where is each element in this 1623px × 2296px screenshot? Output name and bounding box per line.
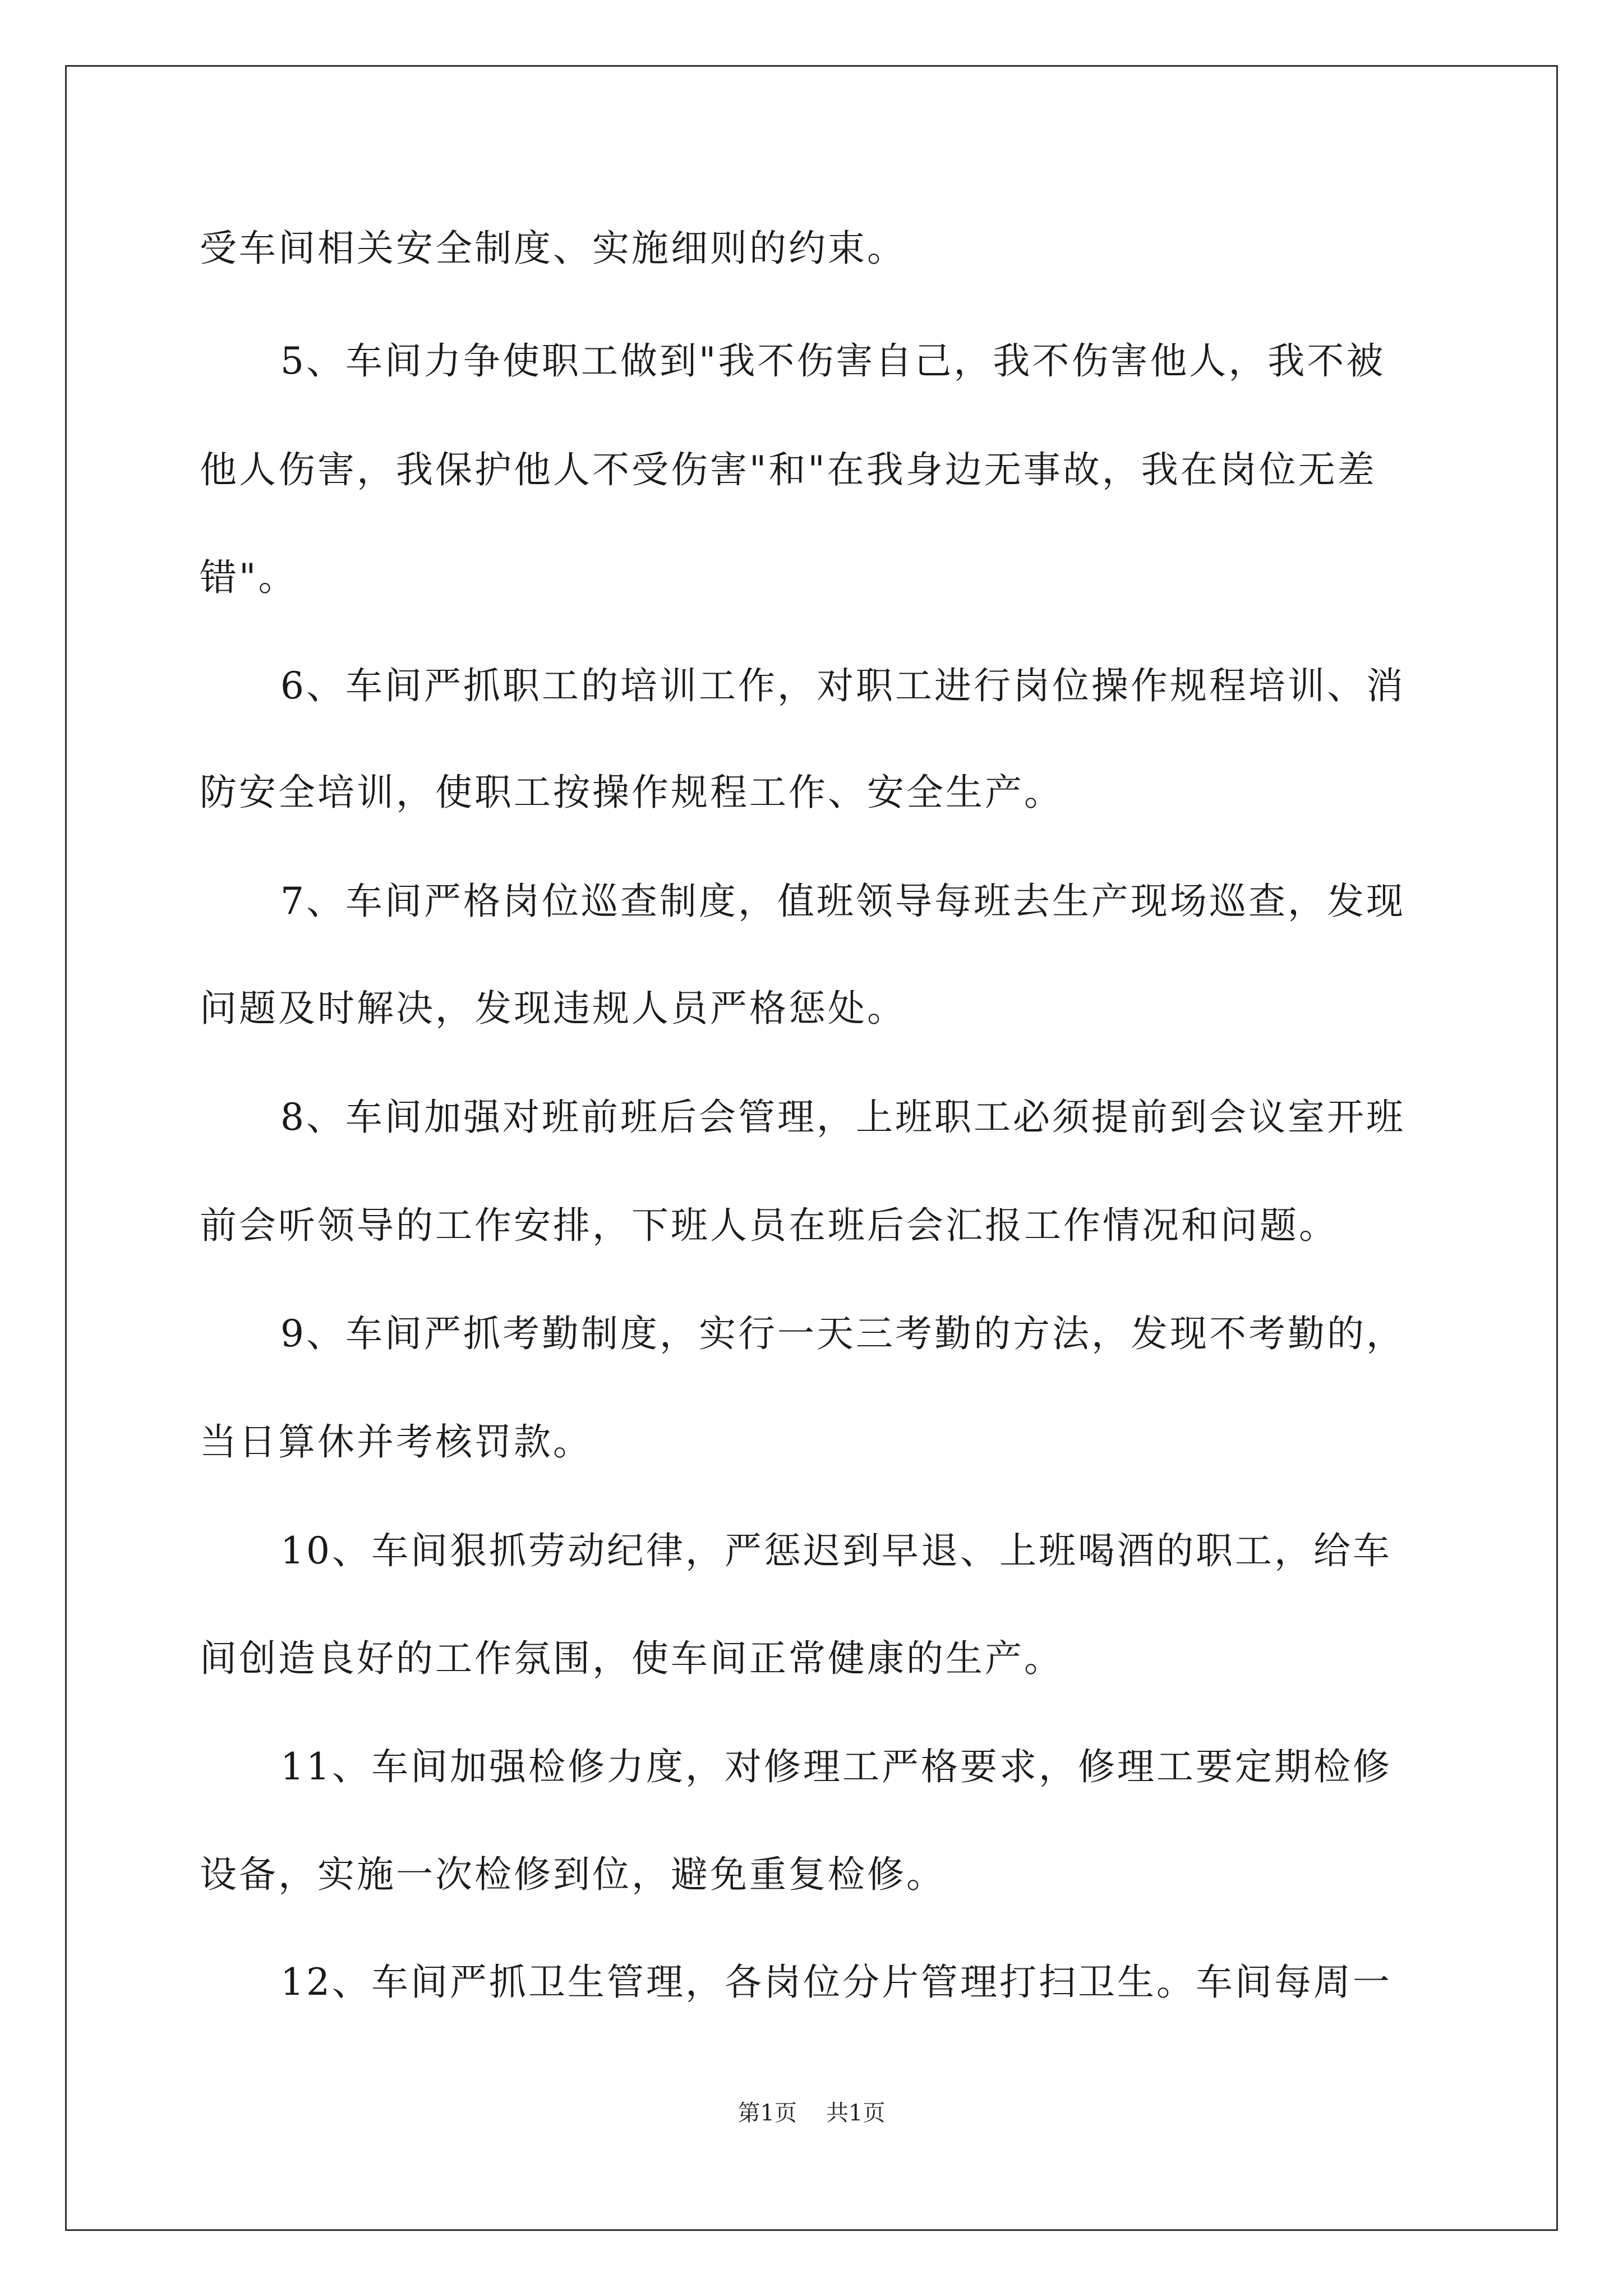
page-border (65, 65, 1558, 2231)
text-line: 当日算休并考核罚款。 (200, 1420, 592, 1464)
text-line: 11、车间加强检修力度，对修理工严格要求，修理工要定期检修 (280, 1745, 1392, 1788)
text-line: 设备，实施一次检修到位，避免重复检修。 (200, 1853, 946, 1896)
text-line: 8、车间加强对班前班后会管理，上班职工必须提前到会议室开班 (280, 1096, 1405, 1139)
text-line: 间创造良好的工作氛围，使车间正常健康的生产。 (200, 1637, 1063, 1680)
text-line: 他人伤害，我保护他人不受伤害"和"在我身边无事故，我在岗位无差 (200, 448, 1377, 491)
text-line: 受车间相关安全制度、实施细则的约束。 (200, 227, 906, 270)
page-count: 共1页 (826, 2100, 886, 2126)
text-line: 10、车间狠抓劳动纪律，严惩迟到早退、上班喝酒的职工，给车 (280, 1529, 1392, 1572)
page-number: 第1页 (737, 2100, 797, 2126)
text-line: 5、车间力争使职工做到"我不伤害自己，我不伤害他人，我不被 (280, 339, 1386, 383)
text-line: 问题及时解决，发现违规人员严格惩处。 (200, 987, 906, 1030)
text-line: 防安全培训，使职工按操作规程工作、安全生产。 (200, 771, 1063, 814)
page-footer (0, 2099, 1623, 2127)
text-line: 6、车间严抓职工的培训工作，对职工进行岗位操作规程培训、消 (280, 664, 1405, 707)
text-line: 12、车间严抓卫生管理，各岗位分片管理打扫卫生。车间每周一 (280, 1961, 1392, 2004)
text-line: 错"。 (200, 556, 298, 599)
text-line: 9、车间严抓考勤制度，实行一天三考勤的方法，发现不考勤的， (280, 1312, 1405, 1355)
text-line: 7、车间严格岗位巡查制度，值班领导每班去生产现场巡查，发现 (280, 880, 1405, 923)
text-line: 前会听领导的工作安排，下班人员在班后会汇报工作情况和问题。 (200, 1204, 1338, 1247)
